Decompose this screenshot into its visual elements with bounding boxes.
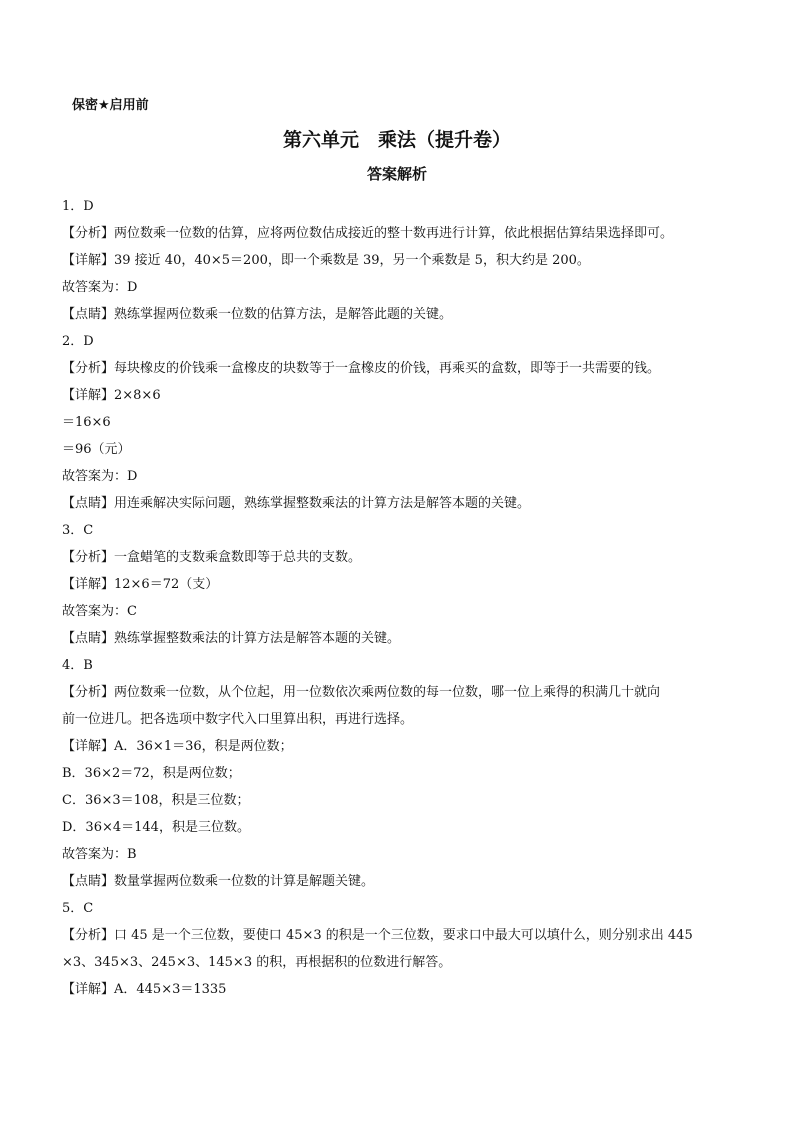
text-line: 【点睛】熟练掌握整数乘法的计算方法是解答本题的关键。 [62,631,401,646]
text-line: 【分析】每块橡皮的价钱乘一盒橡皮的块数等于一盒橡皮的价钱，再乘买的盒数，即等于一共需要的钱。 [62,361,661,376]
text-line: 【详解】A．36×1＝36，积是两位数； [62,739,293,754]
text-line: 【详解】A．445×3＝1335 [62,982,227,997]
text-line: 【详解】2×8×6 [62,388,161,403]
text-line: 【分析】两位数乘一位数的估算，应将两位数估成接近的整十数再进行计算，依此根据估算结果选择即可。 [62,226,674,241]
text-line: 【分析】一盒蜡笔的支数乘盒数即等于总共的支数。 [62,550,362,565]
text-line: 【详解】12×6＝72（支） [62,577,219,592]
text-line: 【详解】39 接近 40，40×5＝200，即一个乘数是 39，另一个乘数是 5，积大约是 200。 [62,253,590,268]
text-line: 故答案为：D [62,469,138,484]
page-title: 第六单元 乘法（提升卷） [282,129,511,151]
confidential-label: 保密★启用前 [72,98,149,113]
text-line: B．36×2＝72，积是两位数； [62,766,241,781]
text-line: 故答案为：D [62,280,138,295]
text-line: 【分析】两位数乘一位数，从个位起，用一位数依次乘两位数的每一位数，哪一位上乘得的积满几十就向 [62,685,661,700]
answer-content [62,193,738,1003]
text-line: 4．B [62,658,93,673]
text-line: 故答案为：C [62,604,137,619]
text-line: 【点睛】熟练掌握两位数乘一位数的估算方法，是解答此题的关键。 [62,307,453,322]
page-subtitle: 答案解析 [366,165,427,183]
text-line: ×3、345×3、245×3、145×3 的积，再根据积的位数进行解答。 [62,955,452,970]
text-line: ＝96（元） [62,442,131,457]
text-line: 前一位进几。把各选项中数字代入口里算出积，再进行选择。 [62,712,414,727]
text-line: 【点睛】数量掌握两位数乘一位数的计算是解题关键。 [62,874,375,889]
text-line: D．36×4＝144，积是三位数。 [62,820,250,835]
text-line: 1．D [62,199,94,214]
text-line: ＝16×6 [62,415,111,430]
text-line: 故答案为：B [62,847,137,862]
text-line: 【分析】口 45 是一个三位数，要使口 45×3 的积是一个三位数，要求口中最大可以填什么，则分别求出 445 [62,928,693,943]
text-line: 3．C [62,523,94,538]
text-line: 【点睛】用连乘解决实际问题，熟练掌握整数乘法的计算方法是解答本题的关键。 [62,496,531,511]
text-line: 2．D [62,334,94,349]
text-line: 5．C [62,901,94,916]
text-line: C．36×3＝108，积是三位数； [62,793,250,808]
